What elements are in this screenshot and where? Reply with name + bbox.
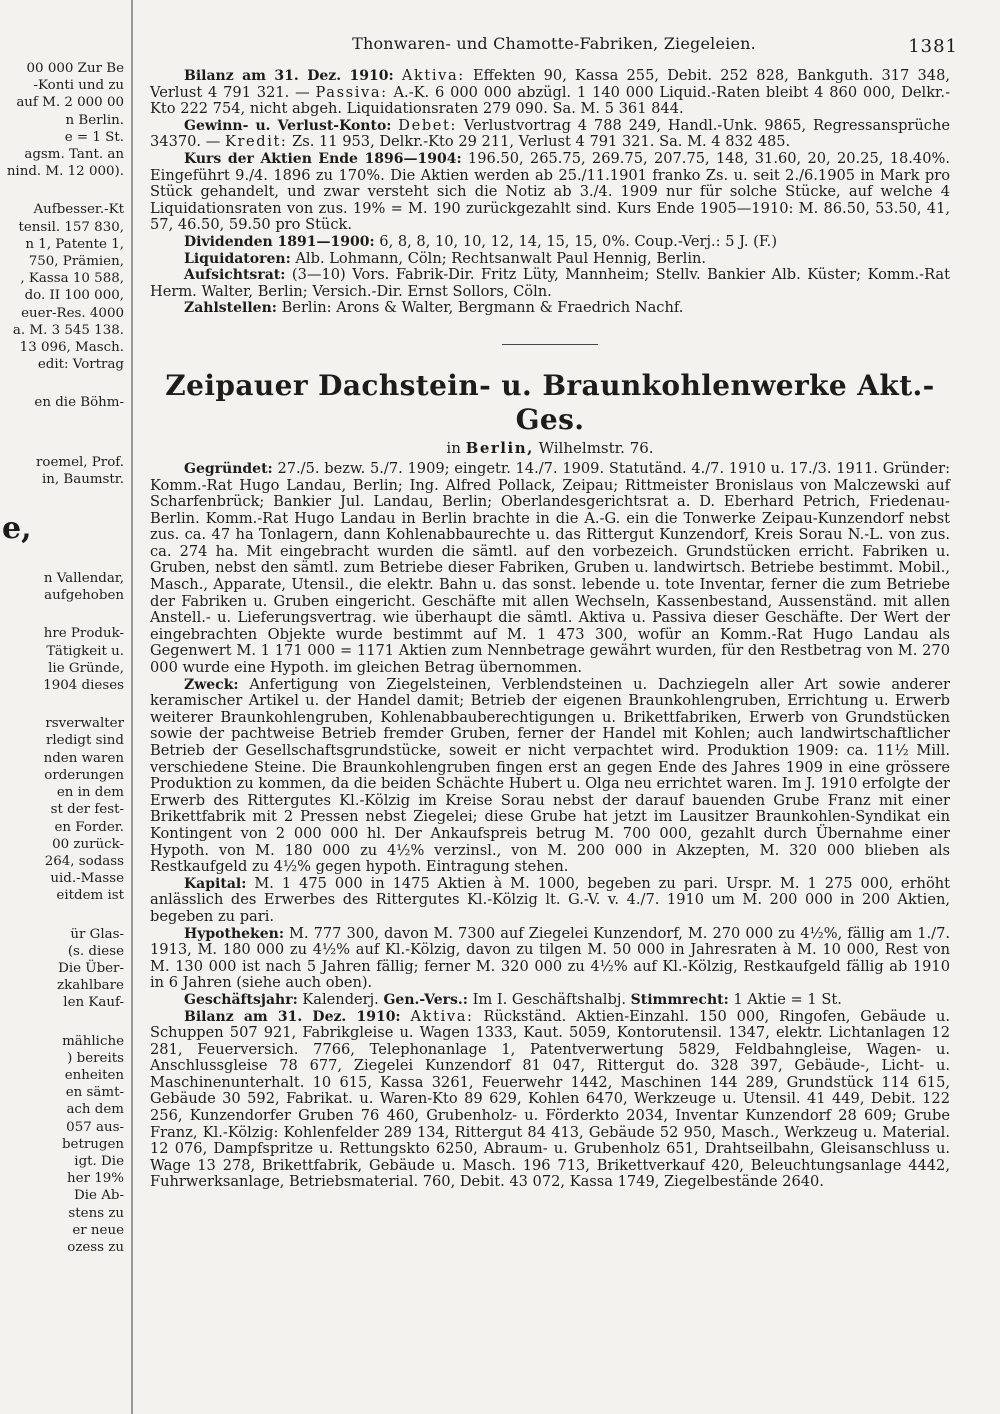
prev-liquidatoren-text: Alb. Lohmann, Cöln; Rechtsanwalt Paul Hennig, Berlin. (295, 249, 707, 267)
left-column-line: do. II 100 000, (24, 288, 124, 304)
genvers-text: Im I. Geschäftshalbj. (472, 990, 626, 1008)
left-column-line: aufgehoben (44, 588, 124, 604)
left-column-line: stens zu (68, 1205, 124, 1221)
kapital-entry (150, 876, 950, 926)
left-column-line: a. M. 3 545 138. (12, 322, 124, 338)
running-head: Thonwaren- und Chamotte-Fabriken, Ziegeleien. (352, 34, 756, 53)
left-column-line (0, 373, 124, 394)
left-column-line: rsverwalter (45, 716, 124, 732)
left-column-line: 264, sodass (44, 853, 124, 869)
left-column-line: n 1, Patente 1, (25, 236, 124, 252)
left-column-line (0, 180, 124, 201)
prev-kurs-text: 196.50, 265.75, 269.75, 207.75, 148, 31.60, 20, 20.25, 18.40%. Eingeführt 9./4. 1896 zu 170%. Die Aktien werden ab 25./11.1901 franko Zs. u. seit 2./6.1905 in Mark pro Stück gehandelt, und zwar versteht sich die Notiz ab 3./4. 1909 nur für solche Stücke, auf welche 4 Liquidationsraten von zus. 19% = M. 190 zurückgezahlt sind. Kurs Ende 1905—1910: M. 86.50, 53.50, 41, 57, 46.50, 59.50 pro Stück. (150, 149, 950, 234)
genvers-label: Gen.-Vers.: (383, 991, 468, 1008)
prev-kurs-label: Kurs der Aktien Ende 1896—1904: (184, 150, 462, 167)
left-column-line: en sämt- (65, 1085, 124, 1101)
location-street: Wilhelmstr. 76. (538, 438, 654, 457)
kapital-label: Kapital: (184, 875, 247, 892)
left-column-line (0, 433, 124, 454)
left-column-line: auf M. 2 000 00 (16, 95, 124, 111)
bilanz-aktiva-word: Aktiva: (410, 1007, 474, 1025)
gegruendet-text: 27./5. bezw. 5./7. 1909; eingetr. 14./7. 1909. Statutänd. 4./7. 1910 u. 17./3. 1911. Gründer: Komm.-Rat Hugo Landau, Berlin; Ing. Alfred Pollack, Zeipau; Rittmeister Bronislaus von Malczewski auf Scharfenbrück; Bankier Jul. Landau, Berlin; Oberlandesgerichtsrat a. D. Eberhard Petrich, Friedenau-Berlin. Komm.-Rat Hugo Landau in Berlin brachte in die A.-G. ein die Tonwerke Zeipau-Kunzendorf nebst zus. ca. 47 ha Tonlagern, dann Kohlenabbaurechte u. das Rittergut Kunzendorf, Kreis Sorau N.-L. von zus. ca. 274 ha. Mit eingebracht wurden die sämtl. auf den vorbezeich. Grundstücken erricht. Fabriken u. Gruben, nebst den sämtl. zum Betriebe dieser Fabriken, Gruben u. landwirtsch. Betriebe bestimmt. Mobil., Masch., Apparate, Utensil., die elektr. Bahn u. das sonst. lebende u. tote Inventar, ferner die zum Betriebe der Fabriken u. Gruben eingericht. Geschäfte mit allen Wechseln, Kassenbestand, Aussenständ. mit allen Anstell.- u. Lieferungsvertrag. wie überhaupt die sämtl. Aktiva u. Passiva dieser Geschäfte. Der Wert der eingebrachten Objekte wurde bestimmt auf M. 1 473 300, wofür an Komm.-Rat Hugo Landau als Gegenwert M. 1 171 000 = 1171 Aktien zum Nennbetrage gewährt wurden, für den Restbetrag von M. 270 000 wurde eine Hypoth. im gleichen Betrag übernommen. (150, 459, 951, 677)
left-column-line: nind. M. 12 000). (6, 164, 124, 180)
prev-bilanz-text-2: A.-K. 6 000 000 abzügl. 1 140 000 Liquid.-Raten bleibt 4 860 000, Delkr.-Kto 222 754, nicht abgeh. Liquidationsraten 279 090. Sa. M. 5 361 844. (150, 83, 951, 118)
left-column-line: en die Böhm- (34, 395, 124, 411)
left-column-line: (s. diese (67, 943, 124, 959)
bilanz-entry (150, 1009, 950, 1192)
left-column-line (0, 604, 124, 625)
gegruendet-label: Gegründet: (184, 460, 273, 477)
left-column-line: en Forder. (54, 819, 124, 835)
hypotheken-entry (150, 926, 950, 992)
stimmrecht-text: 1 Aktie = 1 St. (733, 990, 842, 1008)
left-column-line: n Berlin. (65, 112, 124, 128)
prev-dividenden-entry (150, 234, 950, 251)
prev-kurs-entry (150, 151, 950, 234)
section-divider (502, 344, 598, 345)
left-column-line: rledigt sind (45, 733, 124, 749)
prev-aufsichtsrat-label: Aufsichtsrat: (184, 267, 286, 284)
left-column-line: -Konti und zu (33, 78, 124, 94)
hypotheken-label: Hypotheken: (184, 925, 284, 942)
prev-guv-kredit-word: Kredit: (224, 133, 288, 151)
left-column-line: 1904 dieses (43, 678, 124, 694)
prev-dividenden-text: 6, 8, 8, 10, 10, 12, 14, 15, 15, 0%. Coup.-Verj.: 5 J. (F.) (379, 232, 778, 250)
prev-guv-text-1: Verlustvortrag 4 788 249, Handl.-Unk. 9865, Regressansprüche 34370. — (150, 116, 951, 151)
left-column-line: roemel, Prof. (35, 454, 124, 470)
zweck-entry (150, 677, 950, 876)
kapital-text: M. 1 475 000 in 1475 Aktien à M. 1000, begeben zu pari. Urspr. M. 1 275 000, erhöht anlässlich des Erwerbes des Rittergutes Kl.-Kölzig lt. G.-V. v. 4./7. 1910 um M. 200 000 in 200 Aktien, begeben zu pari. (150, 874, 950, 925)
left-column-line: 00 000 Zur Be (26, 61, 124, 76)
left-column-line: nden waren (43, 750, 124, 766)
prev-guv-entry (150, 118, 950, 151)
left-column-line: enheiten (64, 1067, 124, 1083)
page-number: 1381 (908, 36, 958, 57)
left-column-line: in, Baumstr. (41, 471, 124, 487)
left-column-line: ür Glas- (70, 926, 124, 942)
prev-aufsichtsrat-text: (3—10) Vors. Fabrik-Dir. Fritz Lüty, Mannheim; Stellv. Bankier Alb. Küster; Komm.-Rat Herm. Walter, Berlin; Versich.-Dir. Ernst Sollors, Cöln. (150, 266, 950, 300)
zweck-text: Anfertigung von Ziegelsteinen, Verblendsteinen u. Dachziegeln aller Art sowie anderer keramischer Artikel u. der Handel damit; Betrieb der eigenen Braunkohlengruben, Errichtung u. Erwerb weiterer Braunkohlengruben, Kohlenabbauberechtigungen u. Brikettfabriken, Erwerb von Grundstücken sowie der pachtweise Betrieb fremder Gruben, ferner der Handel mit Kohlen; auch landwirtschaftlicher Betrieb der Gesellschaftsgrundstücke, soweit er nicht verpachtet wird. Produktion 1909: ca. 11½ Mill. verschiedene Steine. Die Braunkohlengruben fingen erst an gegen Ende des Jahres 1909 in eine grössere Produktion zu kommen, da die beiden Schächte Hubert u. Olga neu errichtet waren. Im J. 1910 erfolgte der Erwerb des Rittergutes Kl.-Kölzig im Kreise Sorau nebst der darauf bauenden Grube Franz mit einer Brikettfabrik mit 2 Pressen nebst Ziegelei; diese Grube hat jetzt im Lausitzer Braunkohlen-Syndikat ein Kontingent von 2 000 000 hl. Der Ankaufspreis betrug M. 700 000, gezahlt durch Übernahme einer Hypoth. von M. 180 000 zu 4½% verzinsl., von M. 200 000 in Akzepten, M. 320 000 blieben als Restkaufgeld zu 4½% gegen hypoth. Eintragung stehen. (150, 675, 950, 876)
left-column-line: 13 096, Masch. (19, 340, 124, 356)
location-prefix: in (446, 438, 461, 457)
prev-bilanz-aktiva-word: Aktiva: (401, 67, 465, 84)
left-column-line: ach dem (66, 1102, 124, 1118)
prev-guv-label: Gewinn- u. Verlust-Konto: (184, 117, 392, 134)
left-column-line: len Kauf- (63, 995, 124, 1011)
left-column-line: eitdem ist (56, 888, 124, 904)
left-column-line: edit: Vortrag (37, 357, 124, 373)
left-column-line: igt. Die (74, 1153, 124, 1169)
left-column-line (0, 488, 124, 509)
company-title: Zeipauer Dachstein- u. Braunkohlenwerke Akt.-Ges. (165, 368, 935, 436)
left-column-line: e, (2, 511, 32, 547)
prev-zahlstellen-text: Berlin: Arons & Walter, Bergmann & Fraedrich Nachf. (281, 299, 684, 317)
stimmrecht-label: Stimmrecht: (630, 991, 729, 1008)
left-column-line: mähliche (62, 1033, 124, 1049)
prev-guv-debet-word: Debet: (398, 116, 457, 134)
prev-liquidatoren-label: Liquidatoren: (184, 250, 291, 267)
prev-bilanz-label: Bilanz am 31. Dez. 1910: (184, 68, 394, 84)
left-column-line: uid.-Masse (50, 871, 124, 887)
location-city: Berlin, (465, 438, 534, 457)
left-column-line: Die Über- (58, 960, 124, 976)
left-column-line: betrugen (61, 1136, 124, 1152)
left-column-line (0, 412, 124, 433)
gegruendet-entry (150, 461, 950, 677)
prev-guv-text-2: Zs. 11 953, Delkr.-Kto 29 211, Verlust 4 791 321. Sa. M. 4 832 485. (292, 133, 791, 151)
geschaeftsjahr-label: Geschäftsjahr: (184, 991, 298, 1008)
geschaeftsjahr-text: Kalenderj. (302, 990, 379, 1008)
left-column-line: lie Gründe, (48, 660, 124, 676)
left-column-line: Tätigkeit u. (46, 643, 124, 659)
gutter-divider (131, 0, 133, 1414)
left-column-line: euer-Res. 4000 (21, 305, 124, 321)
prev-liquidatoren-entry (150, 251, 950, 268)
company-location (150, 439, 950, 457)
previous-page-column (0, 60, 124, 1400)
left-column-line (0, 905, 124, 926)
left-column-line: Aufbesser.-Kt (33, 202, 124, 218)
geschaeftsjahr-entry (150, 992, 950, 1009)
left-column-line: 750, Prämien, (28, 254, 124, 270)
left-column-line (0, 1012, 124, 1033)
left-column-line: n Vallendar, (43, 571, 124, 587)
prev-bilanz-passiva-word: Passiva: (315, 83, 388, 101)
prev-dividenden-label: Dividenden 1891—1900: (184, 233, 375, 250)
zweck-label: Zweck: (184, 676, 239, 693)
left-column-line: tensil. 157 830, (18, 219, 124, 235)
left-column-line: zkahlbare (57, 978, 124, 994)
prev-bilanz-text-1: Effekten 90, Kassa 255, Debit. 252 828, Bankguth. 317 348, Verlust 4 791 321. — (150, 67, 951, 101)
left-column-line: , Kassa 10 588, (20, 271, 124, 287)
prev-aufsichtsrat-entry (150, 267, 950, 300)
bilanz-label: Bilanz am 31. Dez. 1910: (184, 1008, 401, 1025)
left-column-line: hre Produk- (43, 626, 124, 642)
left-column-line: agsm. Tant. an (24, 147, 124, 163)
hypotheken-text: M. 777 300, davon M. 7300 auf Ziegelei Kunzendorf, M. 270 000 zu 4½%, fällig am 1./7. 1913, M. 180 000 zu 4½% auf Kl.-Kölzig, davon zu tilgen M. 50 000 in Jahresraten à M. 10 000, Rest von M. 130 000 ist nach 5 Jahren fällig; ferner M. 320 000 zu 4½% auf Kl.-Kölzig, Restkaufgeld fällig ab 1910 in 6 Jahren (siehe auch oben). (150, 924, 950, 992)
left-column-line: en in dem (56, 785, 124, 801)
left-column-line: st der fest- (50, 802, 124, 818)
left-column-line: Die Ab- (74, 1188, 124, 1204)
prev-bilanz-entry (150, 68, 950, 118)
left-column-line: 057 aus- (66, 1119, 124, 1135)
left-column-line: er neue (72, 1222, 124, 1238)
bilanz-text: Rückständ. Aktien-Einzahl. 150 000, Ringofen, Gebäude u. Schuppen 507 921, Fabrikgleise u. Wagen 1333, Kaut. 5059, Kontorutensil. 1347, elektr. Lichtanlagen 12 281, Feuerversich. 7766, Telephonanlage 1, Patentverwertung 5829, Feldbahngleise, Wagen- u. Anschlussgleise 78 677, Ziegelei Kunzendorf 81 047, Rittergut do. 328 397, Gebäude-, Licht- u. Maschinenunterhalt. 10 615, Kassa 3261, Feuerwehr 1442, Maschinen 144 289, Grundstück 114 615, Gebäude 30 592, Fabrikat. u. Waren-Kto 89 629, Kohlen 6470, Werkzeuge u. Utensil. 41 449, Debit. 122 256, Kunzendorfer Gruben 76 460, Grubenholz- u. Förderkto 2034, Inventar Kunzendorf 28 609; Grube Franz, Kl.-Kölzig: Kohlenfelder 289 134, Rittergut 84 413, Gebäude 52 950, Masch., Werkzeug u. Material. 12 076, Dampfspritze u. Rettungskto 6250, Abraum- u. Grubenholz 651, Drahtseilbahn, Gleisanschluss u. Wage 13 278, Brikettfabrik, Gebäude u. Masch. 196 713, Brikettverkauf 420, Beleuchtungsanlage 4442, Fuhrwerksanlage, Betriebsmaterial. 760, Debit. 43 072, Kassa 1749, Ziegelbestände 2640. (150, 1007, 950, 1191)
left-column-line: 00 zurück- (52, 836, 124, 852)
page-header (150, 34, 958, 58)
prev-zahlstellen-entry (150, 300, 950, 317)
main-column (150, 68, 950, 1191)
left-column-line: orderungen (44, 767, 124, 783)
left-column-line: ozess zu (67, 1239, 124, 1255)
left-column-line (0, 549, 124, 570)
left-column-line: her 19% (67, 1171, 124, 1187)
left-column-line (0, 694, 124, 715)
prev-zahlstellen-label: Zahlstellen: (184, 300, 277, 317)
left-column-line: ) bereits (67, 1050, 124, 1066)
left-column-line: e = 1 St. (64, 129, 124, 145)
